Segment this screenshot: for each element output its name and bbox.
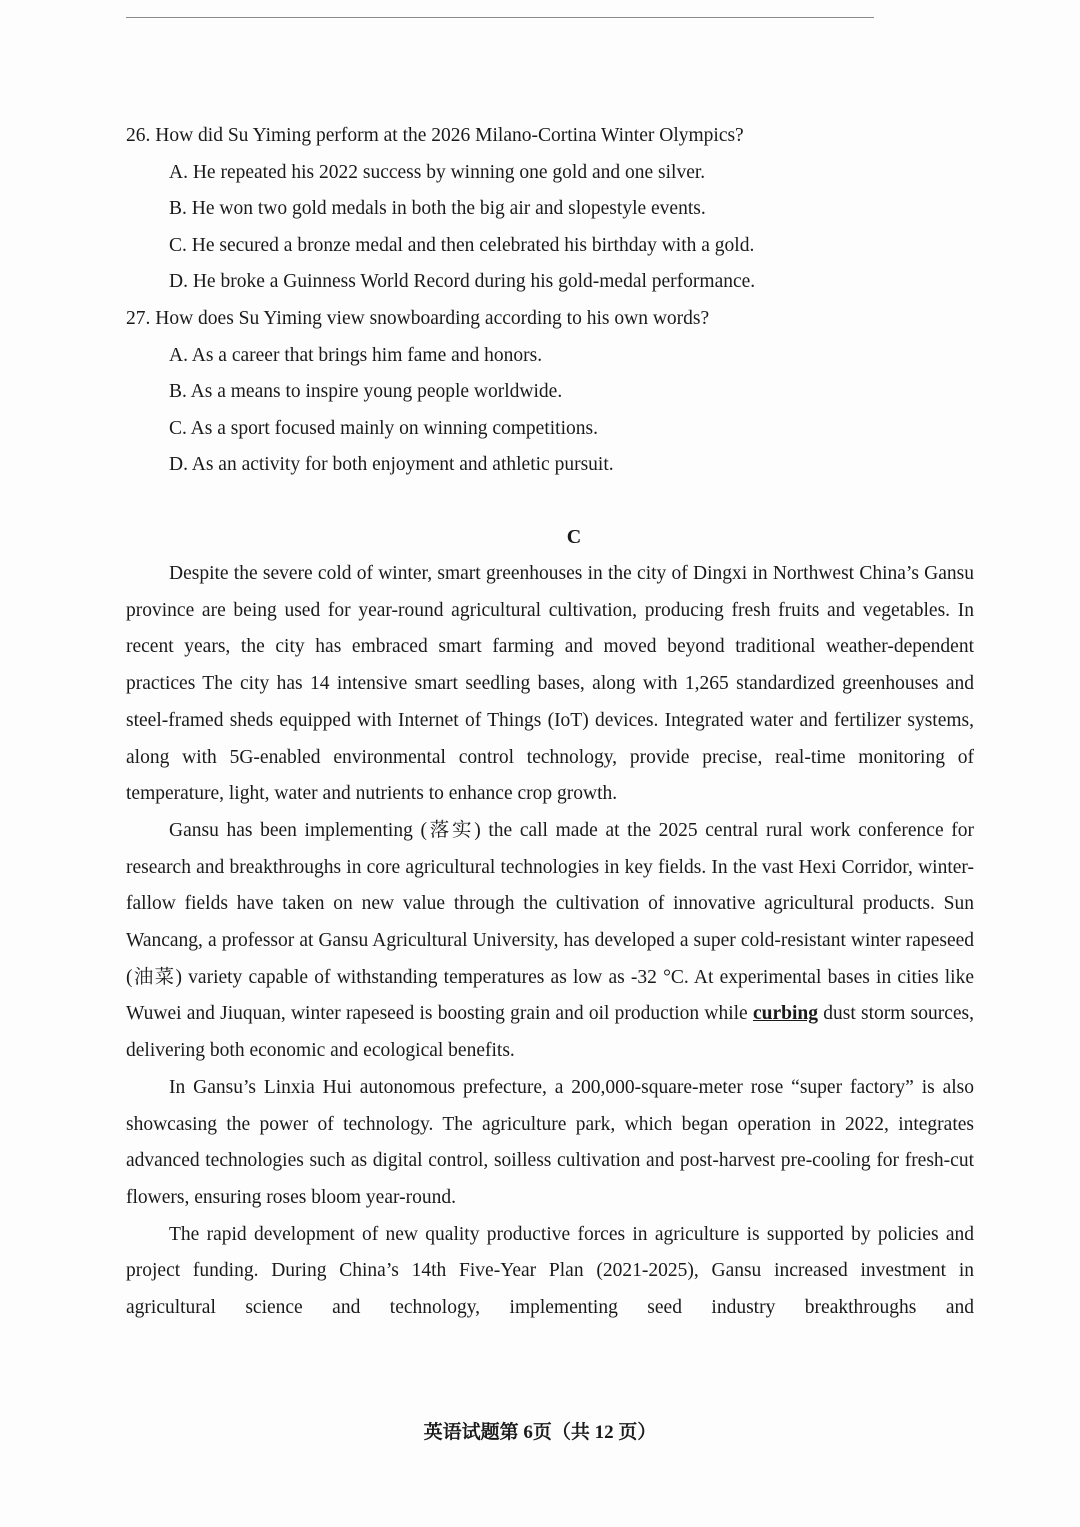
paragraph-1: Despite the severe cold of winter, smart greenhouses in the city of Dingxi in Northwest China’s Gansu province are being used for year-round agricultural cultivation, producing fresh fruits and vegetables. In recent years, the city has embraced smart farming and moved beyond traditional weather-dependent practices The city has 14 intensive smart seedling bases, along with 1,265 standardized greenhouses and steel-framed sheds equipped with Internet of Things (IoT) devices. Integrated water and fertilizer systems, along with 5G-enabled environmental control technology, provide precise, real-time monitoring of temperature, light, water and nutrients to enhance crop growth. xyxy=(126,563,974,805)
question-27 xyxy=(126,301,976,484)
option-a: A. He repeated his 2022 success by winning one gold and one silver. xyxy=(169,161,706,183)
option-a: A. As a career that brings him fame and honors. xyxy=(169,344,543,366)
paragraph-3: In Gansu’s Linxia Hui autonomous prefecture, a 200,000-square-meter rose “super factory” is also showcasing the power of technology. The agriculture park, which began operation in 2022, integrates advanced technologies such as digital control, soilless cultivation and post-harvest pre-cooling for fresh-cut flowers, ensuring roses bloom year-round. xyxy=(126,1076,974,1208)
top-rule-line xyxy=(126,17,874,18)
question-stem: 26. How did Su Yiming perform at the 2026 Milano-Cortina Winter Olympics? xyxy=(126,125,744,146)
option-b: B. As a means to inspire young people worldwide. xyxy=(169,381,563,403)
reading-passage xyxy=(126,556,974,1327)
question-block xyxy=(126,118,976,484)
paragraph-2 xyxy=(126,813,974,1070)
paragraph-2-text-after: dust storm sources, delivering both economic and ecological benefits. xyxy=(126,1003,975,1062)
underlined-word: curbing xyxy=(752,1003,818,1025)
question-26 xyxy=(126,118,976,301)
paragraph-2-text-before: Gansu has been implementing (落实) the call made at the 2025 central rural work conference for research and breakthroughs in core agricultural technologies in key fields. In the vast Hexi Corridor, winter-fallow fields have taken on new value through the cultivation of innovative agricultural products. Sun Wancang, a professor at Gansu Agricultural University, has developed a super cold-resistant winter rapeseed (油菜) variety capable of withstanding temperatures as low as -32 °C. At experimental bases in cities like Wuwei and Jiuquan, winter rapeseed is boosting grain and oil production while xyxy=(126,819,974,1025)
option-c: C. He secured a bronze medal and then celebrated his birthday with a gold. xyxy=(169,234,755,256)
paragraph-4: The rapid development of new quality productive forces in agriculture is supported by policies and project funding. During China’s 14th Five-Year Plan (2021-2025), Gansu increased investment in agricultural science and technology, implementing seed industry breakthroughs and xyxy=(126,1223,974,1319)
option-d: D. As an activity for both enjoyment and athletic pursuit. xyxy=(169,454,614,476)
question-stem: 27. How does Su Yiming view snowboarding according to his own words? xyxy=(126,307,710,329)
page-footer: 英语试题第 6页（共 12 页） xyxy=(423,1422,657,1443)
option-d: D. He broke a Guinness World Record during his gold-medal performance. xyxy=(169,271,756,293)
option-b: B. He won two gold medals in both the big air and slopestyle events. xyxy=(169,198,706,220)
section-heading: C xyxy=(566,526,582,548)
option-c: C. As a sport focused mainly on winning competitions. xyxy=(169,417,598,439)
